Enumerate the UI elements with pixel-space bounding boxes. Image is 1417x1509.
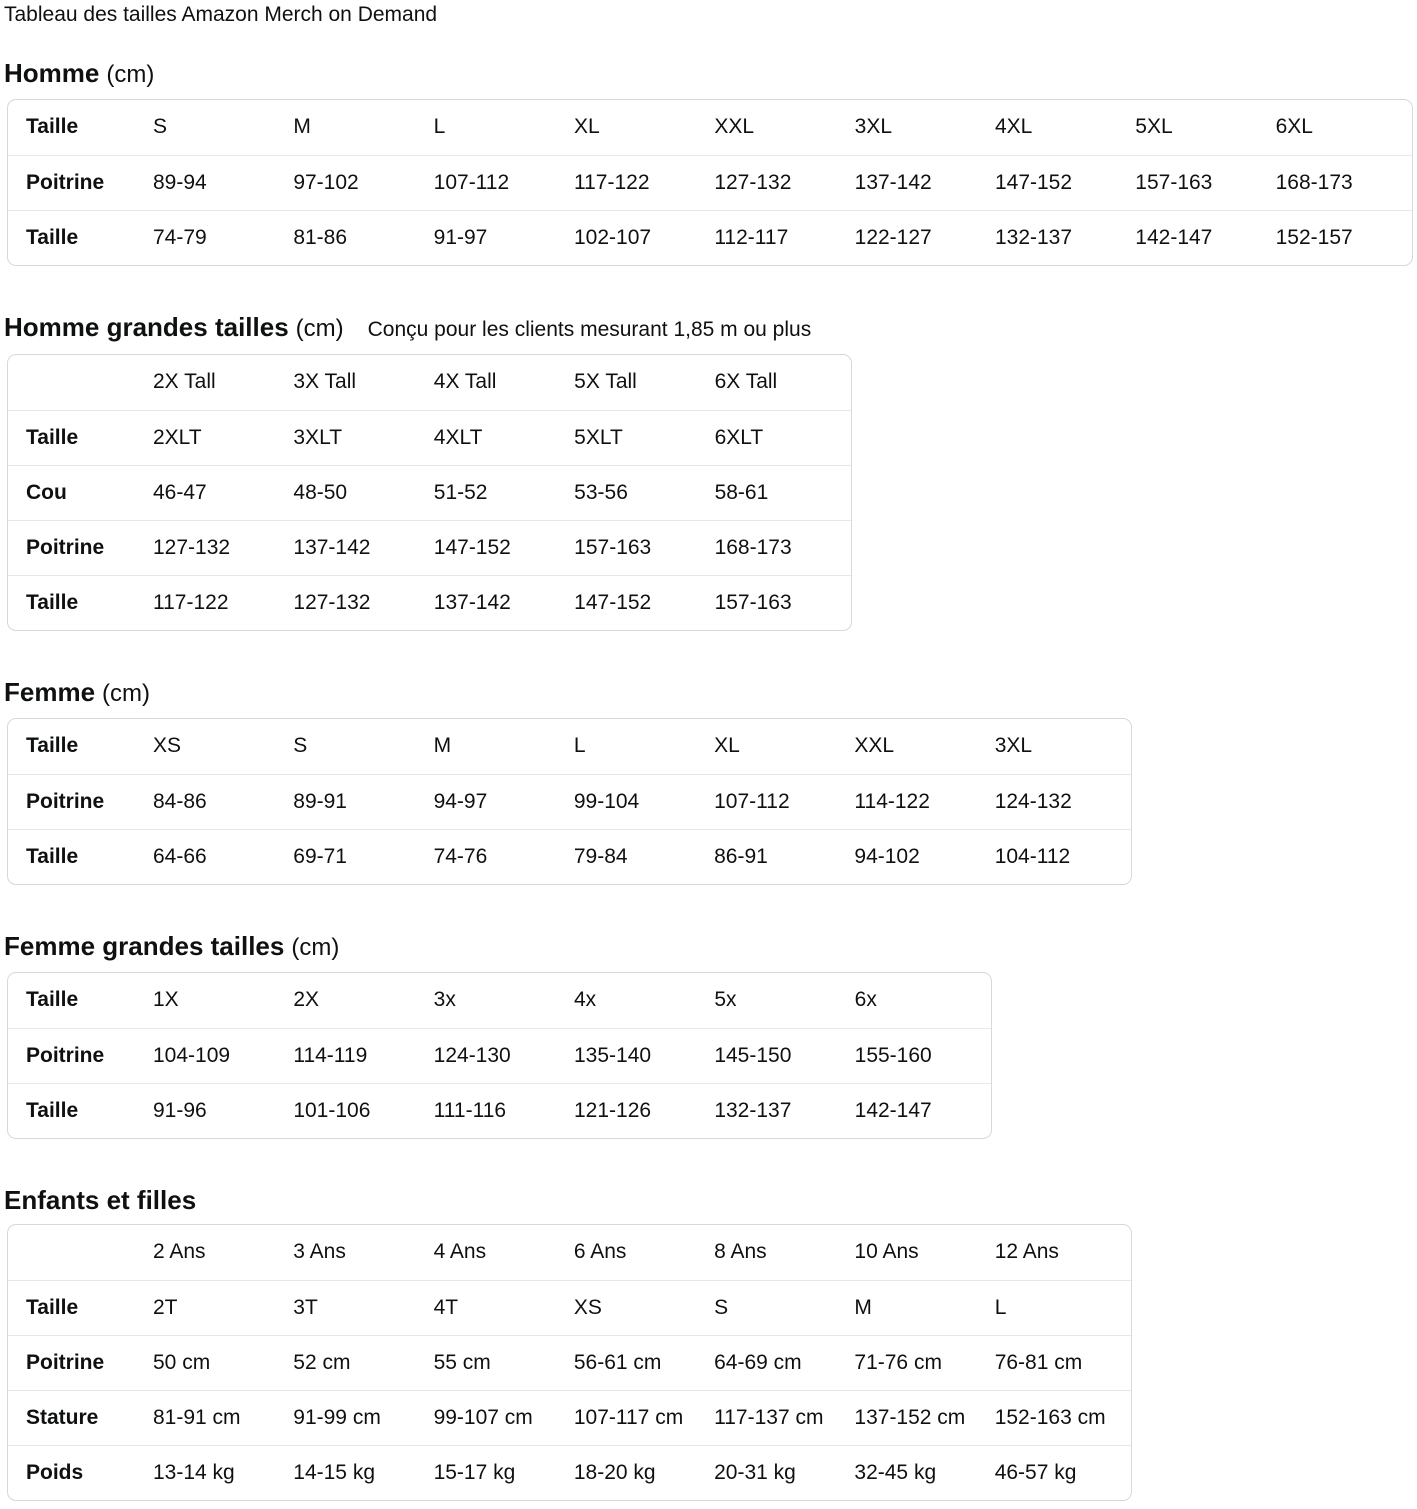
header-cell: 8 Ans bbox=[714, 1240, 767, 1264]
size-table-femme-grandes-tailles bbox=[8, 973, 991, 1138]
row-label-cell: Poitrine bbox=[8, 774, 149, 829]
value-cell: 127-132 bbox=[149, 520, 289, 575]
header-row bbox=[8, 1225, 1131, 1280]
header-label-cell: Taille bbox=[26, 734, 79, 758]
header-cell: 2X bbox=[293, 988, 320, 1012]
header-cell: 4XL bbox=[994, 115, 1033, 139]
table-row bbox=[8, 1335, 1131, 1390]
section-heading-femme bbox=[4, 676, 1417, 710]
size-table-card-homme-grandes-tailles bbox=[7, 354, 852, 631]
value-cell: 3XLT bbox=[289, 410, 429, 465]
table-row bbox=[8, 1390, 1131, 1445]
size-table-card-femme bbox=[7, 718, 1132, 885]
header-cell: 1X bbox=[153, 988, 179, 1012]
row-label-cell: Stature bbox=[8, 1390, 149, 1445]
row-label-cell: Poitrine bbox=[8, 520, 149, 575]
header-row bbox=[8, 100, 1412, 155]
header-cell: S bbox=[293, 734, 308, 758]
table-row bbox=[8, 155, 1412, 210]
value-cell: 69-71 bbox=[289, 829, 429, 884]
value-cell: 18-20 kg bbox=[570, 1445, 710, 1500]
header-cell: 5XL bbox=[1135, 115, 1173, 139]
header-cell: L bbox=[573, 734, 586, 758]
page-title: Tableau des tailles Amazon Merch on Demand bbox=[4, 3, 438, 26]
header-label-cell: Taille bbox=[26, 988, 79, 1012]
value-cell: 147-152 bbox=[991, 155, 1131, 210]
size-table-card-femme-grandes-tailles bbox=[7, 972, 992, 1139]
value-cell: 91-99 cm bbox=[289, 1390, 429, 1445]
value-cell: 137-142 bbox=[289, 520, 429, 575]
header-cell: 6X Tall bbox=[714, 370, 778, 394]
value-cell: 86-91 bbox=[710, 829, 850, 884]
header-cell: M bbox=[433, 734, 452, 758]
value-cell: 89-91 bbox=[289, 774, 429, 829]
value-cell: 168-173 bbox=[1272, 155, 1412, 210]
value-cell: 99-104 bbox=[570, 774, 710, 829]
value-cell: 4XLT bbox=[430, 410, 570, 465]
row-label-cell: Poitrine bbox=[8, 1028, 149, 1083]
value-cell: 81-91 cm bbox=[149, 1390, 289, 1445]
header-cell: S bbox=[153, 115, 168, 139]
size-table-card-enfants-et-filles bbox=[7, 1224, 1132, 1501]
value-cell: 147-152 bbox=[570, 575, 710, 630]
value-cell: 13-14 kg bbox=[149, 1445, 289, 1500]
header-cell: 5x bbox=[714, 988, 737, 1012]
header-cell: 6 Ans bbox=[573, 1240, 627, 1264]
section-heading-femme-grandes-tailles bbox=[4, 930, 1417, 964]
value-cell: 157-163 bbox=[1131, 155, 1271, 210]
section-title: Homme grandes tailles bbox=[4, 312, 289, 342]
value-cell: 152-157 bbox=[1272, 210, 1412, 265]
value-cell: 124-130 bbox=[430, 1028, 570, 1083]
header-cell: XL bbox=[573, 115, 600, 139]
value-cell: 64-66 bbox=[149, 829, 289, 884]
value-cell: 127-132 bbox=[710, 155, 850, 210]
table-body bbox=[8, 100, 1412, 265]
section-heading-homme bbox=[4, 57, 1417, 91]
header-cell: XS bbox=[153, 734, 182, 758]
value-cell: 52 cm bbox=[289, 1335, 429, 1390]
section-title: Homme bbox=[4, 58, 100, 88]
size-table-card-homme bbox=[7, 99, 1413, 266]
table-row bbox=[8, 1445, 1131, 1500]
header-row bbox=[8, 973, 991, 1028]
table-body bbox=[8, 973, 991, 1138]
value-cell: 142-147 bbox=[851, 1083, 991, 1138]
table-body bbox=[8, 1225, 1131, 1500]
header-cell: 3XL bbox=[854, 115, 893, 139]
row-label-cell: Taille bbox=[8, 210, 149, 265]
header-cell: L bbox=[433, 115, 446, 139]
value-cell: 58-61 bbox=[711, 465, 851, 520]
header-cell: XXL bbox=[854, 734, 895, 758]
value-cell: 145-150 bbox=[710, 1028, 850, 1083]
value-cell: 81-86 bbox=[289, 210, 429, 265]
value-cell: 64-69 cm bbox=[710, 1335, 850, 1390]
value-cell: 157-163 bbox=[711, 575, 851, 630]
size-charts bbox=[4, 2, 1417, 1501]
value-cell: 94-97 bbox=[430, 774, 570, 829]
value-cell: S bbox=[710, 1280, 850, 1335]
header-cell: 6XL bbox=[1275, 115, 1313, 139]
value-cell: 20-31 kg bbox=[710, 1445, 850, 1500]
value-cell: 76-81 cm bbox=[991, 1335, 1131, 1390]
header-cell: 5X Tall bbox=[574, 370, 637, 394]
table-row bbox=[8, 210, 1412, 265]
table-row bbox=[8, 1028, 991, 1083]
value-cell: 132-137 bbox=[991, 210, 1131, 265]
header-cell: 12 Ans bbox=[994, 1240, 1059, 1264]
value-cell: XS bbox=[570, 1280, 710, 1335]
value-cell: 4T bbox=[430, 1280, 570, 1335]
value-cell: 142-147 bbox=[1131, 210, 1271, 265]
value-cell: 122-127 bbox=[851, 210, 991, 265]
header-cell: 2X Tall bbox=[153, 370, 216, 394]
value-cell: 46-47 bbox=[149, 465, 289, 520]
value-cell: 97-102 bbox=[289, 155, 429, 210]
table-row bbox=[8, 774, 1131, 829]
value-cell: 32-45 kg bbox=[850, 1445, 990, 1500]
section-unit: (cm) bbox=[106, 61, 155, 88]
table-row bbox=[8, 465, 851, 520]
value-cell: 104-112 bbox=[991, 829, 1131, 884]
value-cell: 114-122 bbox=[850, 774, 990, 829]
value-cell: 74-76 bbox=[430, 829, 570, 884]
value-cell: 91-96 bbox=[149, 1083, 289, 1138]
row-label-cell: Taille bbox=[8, 410, 149, 465]
header-cell: 4X Tall bbox=[433, 370, 497, 394]
value-cell: 79-84 bbox=[570, 829, 710, 884]
value-cell: 71-76 cm bbox=[850, 1335, 990, 1390]
section-unit: (cm) bbox=[295, 315, 344, 342]
value-cell: 94-102 bbox=[850, 829, 990, 884]
size-table-enfants-et-filles bbox=[8, 1225, 1131, 1500]
value-cell: 117-122 bbox=[570, 155, 710, 210]
table-body bbox=[8, 355, 851, 630]
header-label-cell bbox=[8, 355, 149, 410]
row-label-cell: Cou bbox=[8, 465, 149, 520]
header-cell: 6x bbox=[854, 988, 877, 1012]
value-cell: 6XLT bbox=[711, 410, 851, 465]
table-row bbox=[8, 829, 1131, 884]
header-cell: 4x bbox=[573, 988, 597, 1012]
value-cell: 89-94 bbox=[149, 155, 289, 210]
value-cell: 112-117 bbox=[710, 210, 850, 265]
value-cell: 155-160 bbox=[851, 1028, 991, 1083]
value-cell: 101-106 bbox=[289, 1083, 429, 1138]
header-cell: 3X Tall bbox=[293, 370, 357, 394]
value-cell: 107-112 bbox=[430, 155, 570, 210]
value-cell: 48-50 bbox=[289, 465, 429, 520]
value-cell: 137-152 cm bbox=[850, 1390, 990, 1445]
row-label-cell: Poids bbox=[8, 1445, 149, 1500]
section-unit: (cm) bbox=[291, 934, 340, 961]
value-cell: 50 cm bbox=[149, 1335, 289, 1390]
value-cell: 104-109 bbox=[149, 1028, 289, 1083]
table-row bbox=[8, 1280, 1131, 1335]
value-cell: 53-56 bbox=[570, 465, 710, 520]
table-row bbox=[8, 410, 851, 465]
table-row bbox=[8, 520, 851, 575]
value-cell: 15-17 kg bbox=[430, 1445, 570, 1500]
value-cell: 74-79 bbox=[149, 210, 289, 265]
value-cell: 56-61 cm bbox=[570, 1335, 710, 1390]
row-label-cell: Taille bbox=[8, 575, 149, 630]
value-cell: 14-15 kg bbox=[289, 1445, 429, 1500]
section-title: Femme bbox=[4, 677, 96, 707]
header-cell: 3x bbox=[433, 988, 456, 1012]
value-cell: 2XLT bbox=[149, 410, 289, 465]
header-cell: 4 Ans bbox=[433, 1240, 487, 1264]
value-cell: 114-119 bbox=[289, 1028, 429, 1083]
value-cell: 107-112 bbox=[710, 774, 850, 829]
value-cell: 157-163 bbox=[570, 520, 710, 575]
header-cell: 10 Ans bbox=[854, 1240, 919, 1264]
value-cell: 46-57 kg bbox=[991, 1445, 1131, 1500]
header-cell: M bbox=[293, 115, 311, 139]
value-cell: 168-173 bbox=[711, 520, 851, 575]
header-cell: 2 Ans bbox=[153, 1240, 206, 1264]
section-title: Femme grandes tailles bbox=[4, 931, 285, 961]
row-label-cell: Taille bbox=[8, 1083, 149, 1138]
value-cell: 91-97 bbox=[430, 210, 570, 265]
header-label-cell bbox=[8, 1225, 149, 1280]
header-row bbox=[8, 719, 1131, 774]
value-cell: M bbox=[850, 1280, 990, 1335]
row-label-cell: Poitrine bbox=[8, 155, 149, 210]
header-label-cell: Taille bbox=[26, 115, 79, 139]
table-row bbox=[8, 1083, 991, 1138]
value-cell: 3T bbox=[289, 1280, 429, 1335]
header-cell: 3 Ans bbox=[293, 1240, 346, 1264]
value-cell: 51-52 bbox=[430, 465, 570, 520]
value-cell: 102-107 bbox=[570, 210, 710, 265]
value-cell: 117-137 cm bbox=[710, 1390, 850, 1445]
header-cell: 3XL bbox=[994, 734, 1033, 758]
value-cell: 117-122 bbox=[149, 575, 289, 630]
size-table-homme-grandes-tailles bbox=[8, 355, 851, 630]
value-cell: 124-132 bbox=[991, 774, 1131, 829]
row-label-cell: Taille bbox=[8, 829, 149, 884]
table-body bbox=[8, 719, 1131, 884]
value-cell: 84-86 bbox=[149, 774, 289, 829]
value-cell: 152-163 cm bbox=[991, 1390, 1131, 1445]
row-label-cell: Taille bbox=[8, 1280, 149, 1335]
value-cell: 107-117 cm bbox=[570, 1390, 710, 1445]
header-cell: XL bbox=[714, 734, 740, 758]
table-row bbox=[8, 575, 851, 630]
row-label-cell: Poitrine bbox=[8, 1335, 149, 1390]
value-cell: 111-116 bbox=[430, 1083, 570, 1138]
value-cell: 5XLT bbox=[570, 410, 710, 465]
section-heading-homme-grandes-tailles bbox=[4, 311, 1417, 346]
section-subtitle: Conçu pour les clients mesurant 1,85 m ou plus bbox=[367, 318, 812, 341]
value-cell: 137-142 bbox=[851, 155, 991, 210]
header-cell: XXL bbox=[714, 115, 755, 139]
value-cell: 2T bbox=[149, 1280, 289, 1335]
header-row bbox=[8, 355, 851, 410]
section-unit: (cm) bbox=[102, 680, 151, 707]
value-cell: 147-152 bbox=[430, 520, 570, 575]
value-cell: 127-132 bbox=[289, 575, 429, 630]
value-cell: 121-126 bbox=[570, 1083, 710, 1138]
value-cell: 132-137 bbox=[710, 1083, 850, 1138]
size-table-homme bbox=[8, 100, 1412, 265]
value-cell: L bbox=[991, 1280, 1131, 1335]
value-cell: 55 cm bbox=[430, 1335, 570, 1390]
value-cell: 135-140 bbox=[570, 1028, 710, 1083]
section-heading-enfants-et-filles bbox=[4, 1184, 1417, 1216]
value-cell: 99-107 cm bbox=[430, 1390, 570, 1445]
value-cell: 137-142 bbox=[430, 575, 570, 630]
size-table-femme bbox=[8, 719, 1131, 884]
section-title: Enfants et filles bbox=[4, 1185, 197, 1215]
